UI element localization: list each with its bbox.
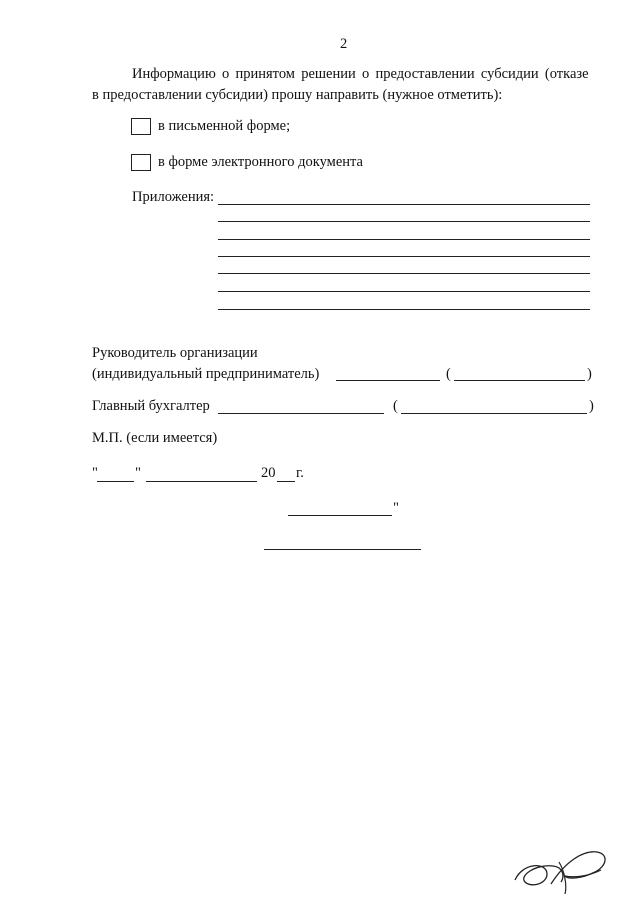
attachment-line-4[interactable] bbox=[218, 256, 590, 257]
head-label-line-2: (индивидуальный предприниматель) bbox=[92, 366, 320, 382]
electronic-form-checkbox[interactable] bbox=[131, 154, 151, 171]
date-month-line[interactable] bbox=[146, 481, 257, 482]
head-signature-line[interactable] bbox=[336, 380, 440, 381]
date-year-prefix: 20 bbox=[261, 465, 276, 481]
attachment-line-3[interactable] bbox=[218, 239, 590, 240]
date-open-quote: " bbox=[92, 465, 98, 481]
attachment-line-2[interactable] bbox=[218, 221, 590, 222]
date-day-line[interactable] bbox=[97, 481, 134, 482]
electronic-form-label: в форме электронного документа bbox=[158, 154, 363, 170]
accountant-signature-line[interactable] bbox=[218, 413, 384, 414]
head-label-line-1: Руководитель организации bbox=[92, 345, 258, 361]
accountant-label: Главный бухгалтер bbox=[92, 398, 210, 414]
intro-line-2: в предоставлении субсидии) прошу направить (нужное отметить): bbox=[92, 87, 503, 103]
head-name-line[interactable] bbox=[454, 380, 585, 381]
written-form-checkbox[interactable] bbox=[131, 118, 151, 135]
head-close-paren: ) bbox=[587, 366, 592, 382]
handwritten-signature bbox=[505, 832, 625, 902]
page-number: 2 bbox=[340, 36, 348, 52]
attachment-line-5[interactable] bbox=[218, 273, 590, 274]
attachment-line-6[interactable] bbox=[218, 291, 590, 292]
date-close-quote: " bbox=[135, 465, 141, 481]
head-open-paren: ( bbox=[446, 366, 451, 382]
written-form-label: в письменной форме; bbox=[158, 118, 291, 134]
closing-quote: " bbox=[393, 500, 399, 516]
intro-line-1: Информацию о принятом решении о предоставлении субсидии (отказе bbox=[132, 66, 589, 82]
closing-line-long bbox=[264, 549, 421, 550]
accountant-open-paren: ( bbox=[393, 398, 398, 414]
stamp-label: М.П. (если имеется) bbox=[92, 430, 218, 446]
attachments-label: Приложения: bbox=[132, 189, 215, 205]
closing-line-short bbox=[288, 515, 392, 516]
date-year-suffix: г. bbox=[296, 465, 304, 481]
attachment-line-1[interactable] bbox=[218, 204, 590, 205]
accountant-close-paren: ) bbox=[589, 398, 594, 414]
accountant-name-line[interactable] bbox=[401, 413, 587, 414]
attachment-line-7[interactable] bbox=[218, 309, 590, 310]
date-year-line[interactable] bbox=[277, 481, 295, 482]
